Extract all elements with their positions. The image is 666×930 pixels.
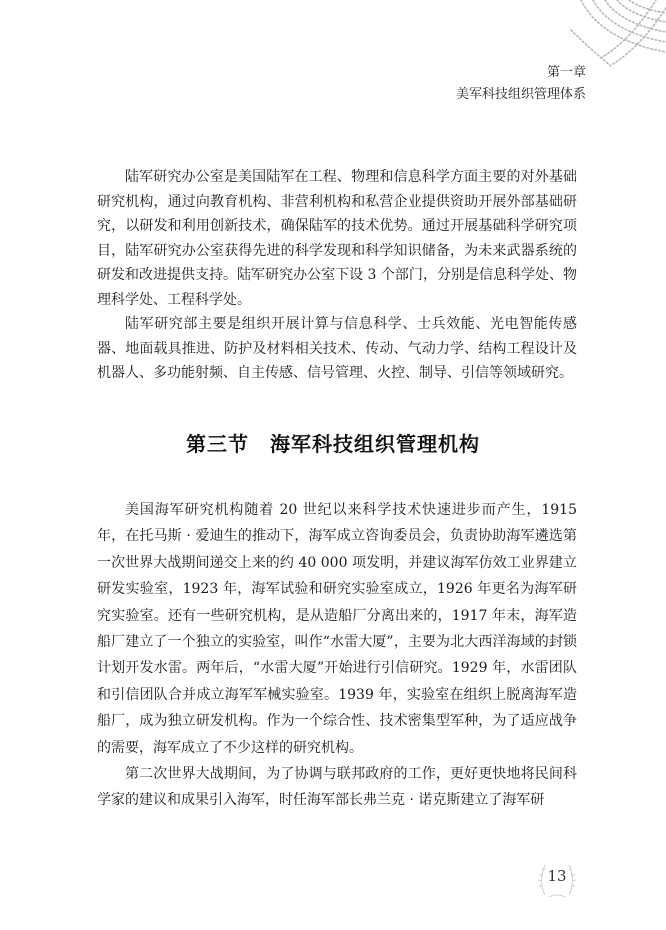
paragraph: 美国海军研究机构随着 20 世纪以来科学技术快速进步而产生，1915 年，在托马斯 · 爱迪生的推动下，海军成立咨询委员会，负责协助海军遴选第一次世界大战期间递交上来的约 40 000 项发明，并建议海军仿效工业界建立研发实验室，1923 年，海军试验和研究实验室成立，1926 年更名为海军研究实验室。还有一些研究机构，是从造船厂分离出来的，1917 年末，海军造船厂建立了一个独立的实验室，叫作“水雷大厦”，主要为北大西洋海域的封锁计划开发水雷。两年后，“水雷大厦”开始进行引信研究。1929 年，水雷团队和引信团队合并成立海军军械实验室。1939 年，实验室在组织上脱离海军造船厂，成为独立研发机构。作为一个综合性、技术密集型军种，为了适应战争的需要，海军成立了不少这样的研究机构。 — [97, 502, 577, 756]
text-block-after-section — [97, 497, 577, 814]
running-head — [456, 62, 586, 106]
paragraph: 陆军研究部主要是组织开展计算与信息科学、士兵效能、光电智能传感器、地面载具推进、防护及材料相关技术、传动、气动力学、结构工程设计及机器人、多功能射频、自主传感、信号管理、火控、制导、引信等领域研究。 — [97, 316, 577, 381]
section-title: 第三节 海军科技组织管理机构 — [186, 432, 480, 456]
text-block-before-section — [97, 165, 577, 386]
paragraph: 陆军研究办公室是美国陆军在工程、物理和信息科学方面主要的对外基础研究机构，通过向教育机构、非营利机构和私营企业提供资助开展外部基础研究，以研发和利用创新技术，确保陆军的技术优势。通过开展基础科学研究项目，陆军研究办公室获得先进的科学发现和科学知识储备，为未来武器系统的研发和改进提供支持。陆军研究办公室下设 3 个部门，分别是信息科学处、物理科学处、工程科学处。 — [97, 169, 577, 308]
chapter-label: 第一章 — [546, 65, 586, 80]
page-number-badge — [535, 855, 579, 899]
chapter-title: 美军科技组织管理体系 — [455, 87, 586, 102]
corner-dot-ornament — [541, 0, 666, 70]
page-number: 13 — [547, 867, 567, 885]
paragraph: 第二次世界大战期间，为了协调与联邦政府的工作，更好更快地将民间科学家的建议和成果引入海军，时任海军部长弗兰克 · 诺克斯建立了海军研 — [97, 766, 577, 809]
